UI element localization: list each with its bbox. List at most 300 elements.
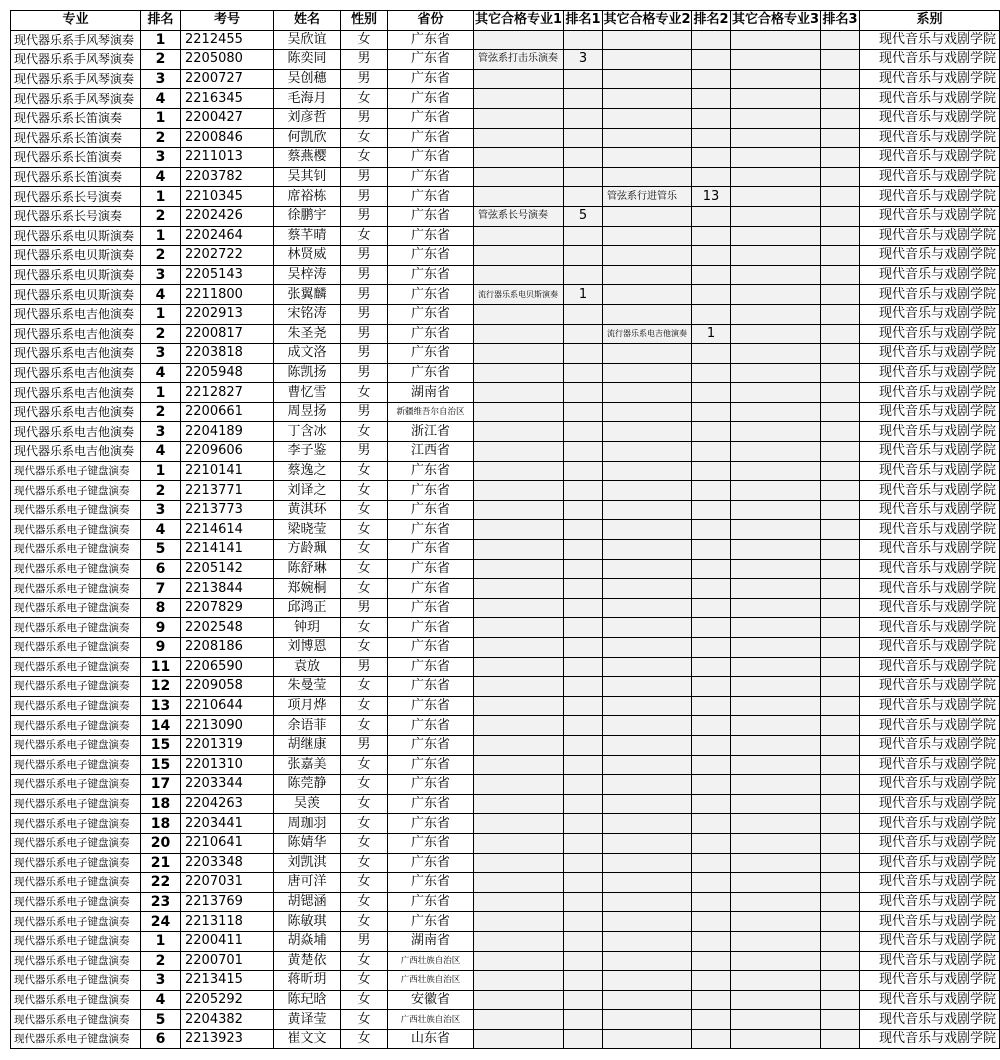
cell-rank-3[interactable] [821,1029,860,1049]
cell-major[interactable]: 现代器乐系长笛演奏 [11,167,141,187]
cell-rank-3[interactable] [821,677,860,697]
cell-other-major-2[interactable] [603,794,692,814]
cell-rank-2[interactable] [692,285,731,305]
cell-major[interactable]: 现代器乐系电吉他演奏 [11,304,141,324]
cell-rank[interactable]: 23 [141,892,181,912]
cell-exam-id[interactable]: 2203348 [181,853,274,873]
cell-rank-1[interactable] [564,442,603,462]
cell-rank-1[interactable] [564,30,603,50]
cell-major[interactable]: 现代器乐系电子键盘演奏 [11,892,141,912]
cell-rank-1[interactable] [564,618,603,638]
cell-other-major-1[interactable] [474,912,564,932]
cell-rank-3[interactable] [821,971,860,991]
cell-major[interactable]: 现代器乐系电子键盘演奏 [11,657,141,677]
cell-other-major-3[interactable] [731,559,821,579]
cell-rank-2[interactable] [692,128,731,148]
cell-exam-id[interactable]: 2212455 [181,30,274,50]
cell-other-major-3[interactable] [731,814,821,834]
cell-rank-1[interactable]: 3 [564,50,603,70]
cell-rank-3[interactable] [821,873,860,893]
cell-gender[interactable]: 男 [341,206,388,226]
cell-major[interactable]: 现代器乐系电子键盘演奏 [11,755,141,775]
cell-rank-2[interactable] [692,89,731,109]
cell-rank[interactable]: 5 [141,540,181,560]
cell-rank-1[interactable] [564,500,603,520]
cell-rank[interactable]: 4 [141,167,181,187]
cell-other-major-3[interactable] [731,912,821,932]
cell-province[interactable]: 广东省 [388,363,474,383]
cell-province[interactable]: 广东省 [388,89,474,109]
cell-province[interactable]: 广东省 [388,246,474,266]
cell-name[interactable]: 陈凯扬 [274,363,341,383]
cell-province[interactable]: 广东省 [388,481,474,501]
cell-name[interactable]: 蔡芊晴 [274,226,341,246]
cell-exam-id[interactable]: 2210641 [181,833,274,853]
cell-other-major-3[interactable] [731,696,821,716]
cell-province[interactable]: 广东省 [388,735,474,755]
cell-rank[interactable]: 1 [141,383,181,403]
cell-other-major-3[interactable] [731,794,821,814]
cell-other-major-3[interactable] [731,422,821,442]
cell-rank[interactable]: 4 [141,363,181,383]
cell-other-major-3[interactable] [731,285,821,305]
cell-major[interactable]: 现代器乐系电吉他演奏 [11,402,141,422]
cell-rank[interactable]: 14 [141,716,181,736]
cell-rank-3[interactable] [821,89,860,109]
cell-other-major-3[interactable] [731,755,821,775]
cell-name[interactable]: 周昱扬 [274,402,341,422]
cell-other-major-3[interactable] [731,540,821,560]
cell-province[interactable]: 安徽省 [388,990,474,1010]
cell-rank-3[interactable] [821,363,860,383]
cell-gender[interactable]: 男 [341,931,388,951]
cell-gender[interactable]: 女 [341,638,388,658]
cell-department[interactable]: 现代音乐与戏剧学院 [860,285,1000,305]
cell-other-major-2[interactable] [603,50,692,70]
cell-name[interactable]: 刘博恩 [274,638,341,658]
cell-name[interactable]: 吴创穗 [274,69,341,89]
cell-rank-2[interactable] [692,108,731,128]
cell-department[interactable]: 现代音乐与戏剧学院 [860,853,1000,873]
cell-major[interactable]: 现代器乐系长笛演奏 [11,128,141,148]
cell-province[interactable]: 广东省 [388,128,474,148]
cell-other-major-1[interactable] [474,363,564,383]
cell-other-major-2[interactable] [603,265,692,285]
cell-department[interactable]: 现代音乐与戏剧学院 [860,716,1000,736]
cell-name[interactable]: 陈婧华 [274,833,341,853]
cell-rank-1[interactable] [564,402,603,422]
cell-exam-id[interactable]: 2209606 [181,442,274,462]
cell-name[interactable]: 刘彦哲 [274,108,341,128]
cell-gender[interactable]: 女 [341,677,388,697]
cell-name[interactable]: 张嘉美 [274,755,341,775]
cell-exam-id[interactable]: 2201310 [181,755,274,775]
cell-exam-id[interactable]: 2213923 [181,1029,274,1049]
cell-rank-2[interactable] [692,167,731,187]
cell-exam-id[interactable]: 2200846 [181,128,274,148]
cell-province[interactable]: 江西省 [388,442,474,462]
cell-rank-3[interactable] [821,716,860,736]
cell-department[interactable]: 现代音乐与戏剧学院 [860,304,1000,324]
cell-rank-3[interactable] [821,69,860,89]
cell-gender[interactable]: 女 [341,873,388,893]
cell-rank-2[interactable] [692,794,731,814]
cell-name[interactable]: 胡焱埔 [274,931,341,951]
cell-major[interactable]: 现代器乐系电吉他演奏 [11,324,141,344]
cell-exam-id[interactable]: 2203344 [181,775,274,795]
cell-other-major-1[interactable] [474,148,564,168]
cell-rank-2[interactable] [692,598,731,618]
cell-rank-3[interactable] [821,265,860,285]
cell-rank-1[interactable] [564,873,603,893]
cell-department[interactable]: 现代音乐与戏剧学院 [860,775,1000,795]
cell-department[interactable]: 现代音乐与戏剧学院 [860,696,1000,716]
cell-other-major-3[interactable] [731,30,821,50]
cell-other-major-1[interactable] [474,69,564,89]
cell-other-major-3[interactable] [731,69,821,89]
cell-name[interactable]: 成文洛 [274,344,341,364]
cell-province[interactable]: 广东省 [388,265,474,285]
cell-rank-3[interactable] [821,50,860,70]
cell-department[interactable]: 现代音乐与戏剧学院 [860,1029,1000,1049]
cell-exam-id[interactable]: 2200661 [181,402,274,422]
cell-major[interactable]: 现代器乐系电吉他演奏 [11,442,141,462]
cell-rank[interactable]: 1 [141,187,181,207]
cell-province[interactable]: 湖南省 [388,931,474,951]
cell-name[interactable]: 崔文文 [274,1029,341,1049]
cell-rank-2[interactable] [692,696,731,716]
cell-department[interactable]: 现代音乐与戏剧学院 [860,128,1000,148]
cell-other-major-1[interactable] [474,383,564,403]
cell-rank-2[interactable] [692,931,731,951]
cell-other-major-1[interactable] [474,794,564,814]
cell-rank-1[interactable] [564,265,603,285]
cell-major[interactable]: 现代器乐系电吉他演奏 [11,363,141,383]
cell-other-major-3[interactable] [731,148,821,168]
cell-major[interactable]: 现代器乐系电子键盘演奏 [11,638,141,658]
cell-other-major-2[interactable] [603,559,692,579]
cell-other-major-3[interactable] [731,187,821,207]
cell-province[interactable]: 广东省 [388,892,474,912]
cell-rank-1[interactable]: 5 [564,206,603,226]
cell-major[interactable]: 现代器乐系电子键盘演奏 [11,481,141,501]
cell-rank-1[interactable] [564,1029,603,1049]
cell-rank-1[interactable] [564,735,603,755]
cell-other-major-3[interactable] [731,638,821,658]
cell-other-major-1[interactable] [474,677,564,697]
cell-rank[interactable]: 2 [141,402,181,422]
cell-other-major-3[interactable] [731,618,821,638]
cell-other-major-2[interactable] [603,833,692,853]
cell-exam-id[interactable]: 2210141 [181,461,274,481]
cell-gender[interactable]: 女 [341,814,388,834]
cell-rank-2[interactable] [692,559,731,579]
cell-major[interactable]: 现代器乐系电子键盘演奏 [11,814,141,834]
cell-rank[interactable]: 11 [141,657,181,677]
cell-rank-3[interactable] [821,638,860,658]
cell-other-major-1[interactable] [474,167,564,187]
cell-rank-2[interactable] [692,990,731,1010]
cell-province[interactable]: 广西壮族自治区 [388,1010,474,1030]
cell-major[interactable]: 现代器乐系长笛演奏 [11,108,141,128]
cell-rank-2[interactable] [692,951,731,971]
cell-gender[interactable]: 女 [341,696,388,716]
cell-major[interactable]: 现代器乐系电子键盘演奏 [11,618,141,638]
cell-exam-id[interactable]: 2207031 [181,873,274,893]
cell-gender[interactable]: 女 [341,500,388,520]
cell-other-major-2[interactable]: 管弦系行进管乐 [603,187,692,207]
cell-rank-2[interactable] [692,30,731,50]
cell-gender[interactable]: 女 [341,951,388,971]
cell-exam-id[interactable]: 2205948 [181,363,274,383]
cell-rank-1[interactable] [564,304,603,324]
cell-exam-id[interactable]: 2202426 [181,206,274,226]
cell-department[interactable]: 现代音乐与戏剧学院 [860,461,1000,481]
cell-exam-id[interactable]: 2200817 [181,324,274,344]
cell-other-major-3[interactable] [731,383,821,403]
cell-major[interactable]: 现代器乐系长号演奏 [11,187,141,207]
cell-other-major-1[interactable] [474,442,564,462]
cell-other-major-1[interactable] [474,598,564,618]
cell-other-major-1[interactable] [474,226,564,246]
cell-exam-id[interactable]: 2214614 [181,520,274,540]
cell-rank-2[interactable] [692,500,731,520]
cell-province[interactable]: 广东省 [388,108,474,128]
cell-province[interactable]: 新疆维吾尔自治区 [388,402,474,422]
cell-name[interactable]: 宋铭涛 [274,304,341,324]
cell-other-major-2[interactable] [603,30,692,50]
cell-department[interactable]: 现代音乐与戏剧学院 [860,383,1000,403]
cell-major[interactable]: 现代器乐系电贝斯演奏 [11,265,141,285]
cell-major[interactable]: 现代器乐系电子键盘演奏 [11,971,141,991]
cell-major[interactable]: 现代器乐系电子键盘演奏 [11,775,141,795]
cell-rank[interactable]: 2 [141,246,181,266]
cell-rank[interactable]: 1 [141,304,181,324]
cell-rank[interactable]: 17 [141,775,181,795]
cell-other-major-2[interactable] [603,696,692,716]
cell-name[interactable]: 徐鹏宇 [274,206,341,226]
cell-other-major-1[interactable] [474,990,564,1010]
cell-rank-2[interactable] [692,265,731,285]
cell-major[interactable]: 现代器乐系电吉他演奏 [11,344,141,364]
cell-department[interactable]: 现代音乐与戏剧学院 [860,1010,1000,1030]
header-department[interactable]: 系别 [860,11,1000,31]
cell-other-major-2[interactable] [603,755,692,775]
cell-rank-2[interactable]: 13 [692,187,731,207]
cell-rank-1[interactable]: 1 [564,285,603,305]
cell-major[interactable]: 现代器乐系电子键盘演奏 [11,853,141,873]
cell-rank-1[interactable] [564,108,603,128]
cell-name[interactable]: 郑婉桐 [274,579,341,599]
cell-major[interactable]: 现代器乐系长笛演奏 [11,148,141,168]
cell-major[interactable]: 现代器乐系电子键盘演奏 [11,579,141,599]
cell-rank[interactable]: 3 [141,69,181,89]
cell-rank[interactable]: 9 [141,618,181,638]
cell-exam-id[interactable]: 2204263 [181,794,274,814]
cell-other-major-1[interactable] [474,775,564,795]
cell-province[interactable]: 广东省 [388,677,474,697]
cell-other-major-2[interactable] [603,422,692,442]
cell-rank-1[interactable] [564,324,603,344]
cell-rank[interactable]: 3 [141,422,181,442]
cell-other-major-3[interactable] [731,265,821,285]
cell-major[interactable]: 现代器乐系电吉他演奏 [11,422,141,442]
cell-other-major-1[interactable] [474,265,564,285]
cell-rank-2[interactable] [692,873,731,893]
cell-department[interactable]: 现代音乐与戏剧学院 [860,363,1000,383]
cell-major[interactable]: 现代器乐系电子键盘演奏 [11,677,141,697]
cell-rank-3[interactable] [821,579,860,599]
cell-major[interactable]: 现代器乐系手风琴演奏 [11,50,141,70]
cell-other-major-1[interactable] [474,618,564,638]
cell-exam-id[interactable]: 2213771 [181,481,274,501]
cell-major[interactable]: 现代器乐系电子键盘演奏 [11,873,141,893]
cell-rank-2[interactable] [692,716,731,736]
cell-exam-id[interactable]: 2205292 [181,990,274,1010]
cell-exam-id[interactable]: 2210345 [181,187,274,207]
cell-department[interactable]: 现代音乐与戏剧学院 [860,442,1000,462]
cell-exam-id[interactable]: 2202464 [181,226,274,246]
cell-other-major-2[interactable] [603,442,692,462]
cell-rank[interactable]: 22 [141,873,181,893]
cell-exam-id[interactable]: 2211013 [181,148,274,168]
cell-gender[interactable]: 女 [341,912,388,932]
cell-department[interactable]: 现代音乐与戏剧学院 [860,246,1000,266]
cell-rank-3[interactable] [821,461,860,481]
cell-rank-1[interactable] [564,775,603,795]
cell-rank-2[interactable] [692,657,731,677]
cell-other-major-3[interactable] [731,579,821,599]
cell-rank-1[interactable] [564,422,603,442]
cell-other-major-2[interactable] [603,246,692,266]
cell-name[interactable]: 余语菲 [274,716,341,736]
cell-other-major-1[interactable] [474,892,564,912]
cell-rank-2[interactable] [692,814,731,834]
cell-major[interactable]: 现代器乐系电贝斯演奏 [11,285,141,305]
cell-other-major-2[interactable] [603,853,692,873]
cell-gender[interactable]: 男 [341,442,388,462]
cell-other-major-3[interactable] [731,363,821,383]
cell-province[interactable]: 广东省 [388,598,474,618]
cell-rank-2[interactable] [692,481,731,501]
cell-rank-1[interactable] [564,187,603,207]
cell-rank-1[interactable] [564,540,603,560]
cell-rank-3[interactable] [821,892,860,912]
cell-province[interactable]: 广东省 [388,833,474,853]
cell-other-major-3[interactable] [731,246,821,266]
cell-gender[interactable]: 男 [341,402,388,422]
cell-gender[interactable]: 男 [341,69,388,89]
cell-exam-id[interactable]: 2207829 [181,598,274,618]
cell-gender[interactable]: 男 [341,344,388,364]
cell-name[interactable]: 曹忆雪 [274,383,341,403]
cell-major[interactable]: 现代器乐系电子键盘演奏 [11,598,141,618]
cell-province[interactable]: 广西壮族自治区 [388,951,474,971]
cell-department[interactable]: 现代音乐与戏剧学院 [860,148,1000,168]
cell-major[interactable]: 现代器乐系手风琴演奏 [11,89,141,109]
cell-department[interactable]: 现代音乐与戏剧学院 [860,598,1000,618]
cell-other-major-2[interactable] [603,618,692,638]
cell-rank-1[interactable] [564,833,603,853]
cell-rank-2[interactable] [692,892,731,912]
cell-name[interactable]: 陈玘晗 [274,990,341,1010]
cell-rank-3[interactable] [821,794,860,814]
cell-province[interactable]: 广东省 [388,638,474,658]
cell-province[interactable]: 广东省 [388,794,474,814]
cell-province[interactable]: 广东省 [388,324,474,344]
cell-gender[interactable]: 女 [341,794,388,814]
cell-other-major-1[interactable] [474,128,564,148]
cell-other-major-2[interactable] [603,971,692,991]
cell-name[interactable]: 袁放 [274,657,341,677]
cell-rank-3[interactable] [821,383,860,403]
cell-major[interactable]: 现代器乐系电子键盘演奏 [11,461,141,481]
cell-other-major-1[interactable] [474,422,564,442]
cell-exam-id[interactable]: 2205143 [181,265,274,285]
cell-exam-id[interactable]: 2203441 [181,814,274,834]
cell-rank-3[interactable] [821,598,860,618]
cell-rank[interactable]: 18 [141,814,181,834]
cell-major[interactable]: 现代器乐系电子键盘演奏 [11,696,141,716]
cell-rank[interactable]: 4 [141,990,181,1010]
cell-other-major-2[interactable] [603,1010,692,1030]
cell-gender[interactable]: 女 [341,422,388,442]
cell-rank-1[interactable] [564,794,603,814]
cell-other-major-3[interactable] [731,442,821,462]
cell-major[interactable]: 现代器乐系电子键盘演奏 [11,912,141,932]
cell-name[interactable]: 吴羡 [274,794,341,814]
cell-other-major-2[interactable] [603,735,692,755]
cell-rank[interactable]: 4 [141,520,181,540]
cell-department[interactable]: 现代音乐与戏剧学院 [860,735,1000,755]
cell-other-major-1[interactable] [474,873,564,893]
cell-gender[interactable]: 女 [341,618,388,638]
cell-gender[interactable]: 女 [341,540,388,560]
cell-gender[interactable]: 女 [341,892,388,912]
cell-name[interactable]: 吴其钊 [274,167,341,187]
cell-rank-3[interactable] [821,324,860,344]
cell-major[interactable]: 现代器乐系电子键盘演奏 [11,540,141,560]
cell-other-major-2[interactable] [603,716,692,736]
cell-gender[interactable]: 男 [341,108,388,128]
cell-exam-id[interactable]: 2213844 [181,579,274,599]
cell-rank-1[interactable] [564,128,603,148]
cell-rank[interactable]: 18 [141,794,181,814]
cell-rank[interactable]: 15 [141,735,181,755]
cell-other-major-2[interactable] [603,304,692,324]
cell-rank-3[interactable] [821,657,860,677]
cell-rank-2[interactable] [692,579,731,599]
cell-name[interactable]: 胡继康 [274,735,341,755]
cell-exam-id[interactable]: 2212827 [181,383,274,403]
cell-gender[interactable]: 女 [341,755,388,775]
cell-name[interactable]: 黄淇环 [274,500,341,520]
cell-exam-id[interactable]: 2200701 [181,951,274,971]
cell-other-major-1[interactable] [474,696,564,716]
cell-major[interactable]: 现代器乐系电子键盘演奏 [11,1010,141,1030]
cell-rank[interactable]: 1 [141,461,181,481]
cell-rank-3[interactable] [821,344,860,364]
cell-province[interactable]: 广东省 [388,775,474,795]
cell-rank-2[interactable] [692,363,731,383]
cell-rank-3[interactable] [821,285,860,305]
cell-other-major-1[interactable] [474,540,564,560]
cell-rank-1[interactable] [564,1010,603,1030]
cell-name[interactable]: 丁含冰 [274,422,341,442]
cell-major[interactable]: 现代器乐系电贝斯演奏 [11,226,141,246]
cell-rank-3[interactable] [821,481,860,501]
cell-department[interactable]: 现代音乐与戏剧学院 [860,833,1000,853]
